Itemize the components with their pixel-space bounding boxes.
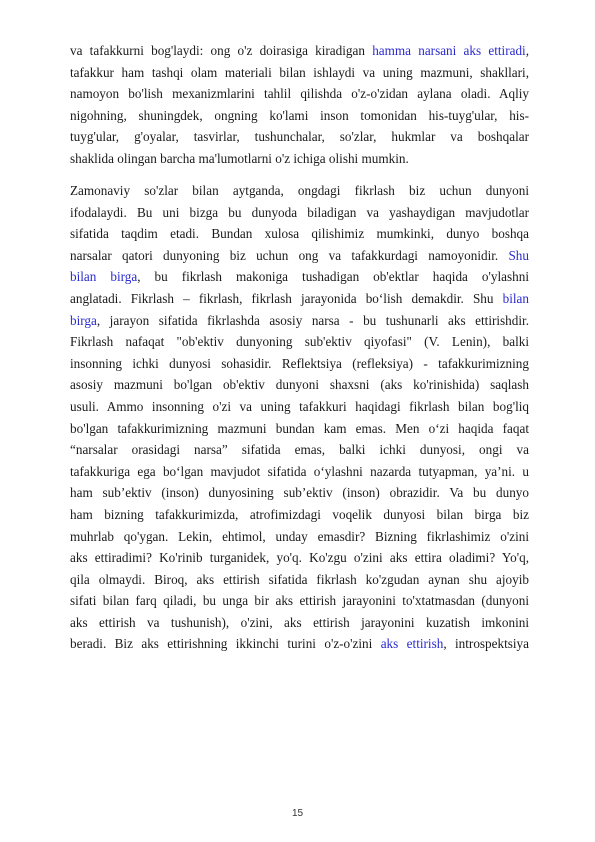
text-segment: beradi. Biz aks ettirishning ikkinchi turini o'z-o'zini [70,636,381,652]
text-line [70,396,529,418]
text-line [70,612,529,634]
hyperlink[interactable]: bilan birga [70,269,138,285]
hyperlink[interactable]: aks ettirish [380,636,444,652]
text-line [70,547,529,569]
text-segment: qila olmaydi. Biroq, aks ettirish sifatida fikrlash ko'zgudan aynan shu ajoyib [70,571,529,587]
page-number: 15 [291,808,304,819]
hyperlink[interactable]: hamma narsani aks ettiradi [372,43,526,58]
text-segment: Fikrlash nafaqat "ob'ektiv dunyoning sub'ektiv qiyofasi" (V. Lenin), balki [70,334,529,350]
text-segment: muhrlab qo'ygan. Lekin, ehtimol, unday emasdir? Bizning fikrlashimiz o'zini [70,528,529,544]
text-segment: ifodalaydi. Bu uni bizga bu dunyoda biladigan va yashaydigan mavjudotlar [70,204,529,220]
text-line [70,418,529,440]
paragraph-1 [70,40,529,170]
text-segment: aks ettiradimi? Ko'rinib turganidek, yo'q. Ko'zgu o'zini aks ettira oladimi? Yo'q, [70,550,529,566]
hyperlink[interactable]: bilan [502,290,529,306]
text-line [70,105,529,127]
text-line [70,439,529,461]
text-segment: sifati bilan farq qiladi, bu unga bir aks ettirish jarayonini to'xtatmasdan (dunyoni [70,593,529,609]
text-line [70,461,529,483]
text-segment: sifatida taqdim etadi. Bundan xulosa qilishimiz mumkinki, dunyo boshqa [70,226,529,242]
text-line [70,266,529,288]
text-segment: , [525,43,529,58]
text-segment: nigohning, shuningdek, ongning ko'lami inson tomonidan his-tuyg'ular, his- [70,107,529,123]
text-line [70,590,529,612]
text-segment: tafakkuriga ega bo‘lgan mavjudot sifatida o‘ylashni nazarda tutyapman, ya’ni. u [70,463,529,479]
text-segment: tuyg'ular, g'oyalar, tasvirlar, tushunchalar, so'zlar, hukmlar va boshqalar [70,129,529,145]
text-segment: ham bizning tafakkurimizda, atrofimizdagi voqelik dunyosi bilan birga biz [70,506,529,522]
text-line [70,374,529,396]
text-line [70,180,529,202]
text-line [70,310,529,332]
text-segment: tafakkur ham tashqi olam materiali bilan ishlaydi va uning mazmuni, shakllari, [70,64,529,80]
text-segment: va tafakkurni bog'laydi: ong o'z doirasiga kiradigan [70,43,373,58]
text-segment: bo'lgan tafakkurimizning mazmuni bundan kam emas. Men o‘zi haqida faqat [70,420,529,436]
text-segment: , introspektsiya [443,636,529,652]
text-segment: anglatadi. Fikrlash – fikrlash, fikrlash jarayonida bo‘lish demakdir. Shu [70,290,503,306]
text-segment: , jarayon sifatida fikrlashda asosiy narsa - bu tushunarli aks ettirishdir. [96,312,529,328]
text-line [70,353,529,375]
text-segment: asosiy mazmuni bo'lgan ob'ektiv dunyoni shaxsni (aks ko'rinishida) saqlash [70,377,529,393]
hyperlink[interactable]: Shu [508,247,529,263]
text-line [70,526,529,548]
text-segment: Zamonaviy so'zlar bilan aytganda, ongdagi fikrlash biz uchun dunyoni [70,183,529,198]
text-line [70,569,529,591]
text-segment: usuli. Ammo insonning o'zi va uning tafakkuri haqidagi fikrlash bilan bog'liq [70,398,529,414]
text-segment: namoyon bo'lish mexanizmlarini tahlil qilishda o'z-o'zidan aylana oladi. Aqliy [70,86,529,102]
text-segment: shaklida olingan barcha ma'lumotlarni o'z ichiga olishi mumkin. [70,150,409,166]
text-line [70,482,529,504]
hyperlink[interactable]: birga [70,312,97,328]
text-segment: “narsalar orasidagi narsa” sifatida emas, balki ichki dunyosi, ongi va [70,442,529,458]
text-segment: , bu fikrlash makoniga tushadigan ob'ektlar haqida o'ylashni [137,269,529,285]
text-line [70,245,529,267]
text-segment: narsalar qatori dunyoning biz uchun ong va tafakkurdagi namoyonidir. [70,247,509,263]
text-line [70,62,529,84]
text-line [70,331,529,353]
text-line [70,223,529,245]
text-line [70,126,529,148]
text-line [70,202,529,224]
text-line [70,288,529,310]
text-line [70,148,529,170]
paragraph-2 [70,180,529,655]
text-line [70,83,529,105]
text-line [70,40,529,62]
text-segment: ham sub’ektiv (inson) dunyosining sub’ektiv (inson) obrazidir. Va bu dunyo [70,485,529,501]
text-segment: insonning ichki dunyosi sohasidir. Reflektsiya (refleksiya) - tafakkurimizning [70,355,529,371]
text-line [70,504,529,526]
text-segment: aks ettirish va tushunish), o'zini, aks ettirish jarayonini kuzatish imkonini [70,614,529,630]
text-line [70,633,529,655]
